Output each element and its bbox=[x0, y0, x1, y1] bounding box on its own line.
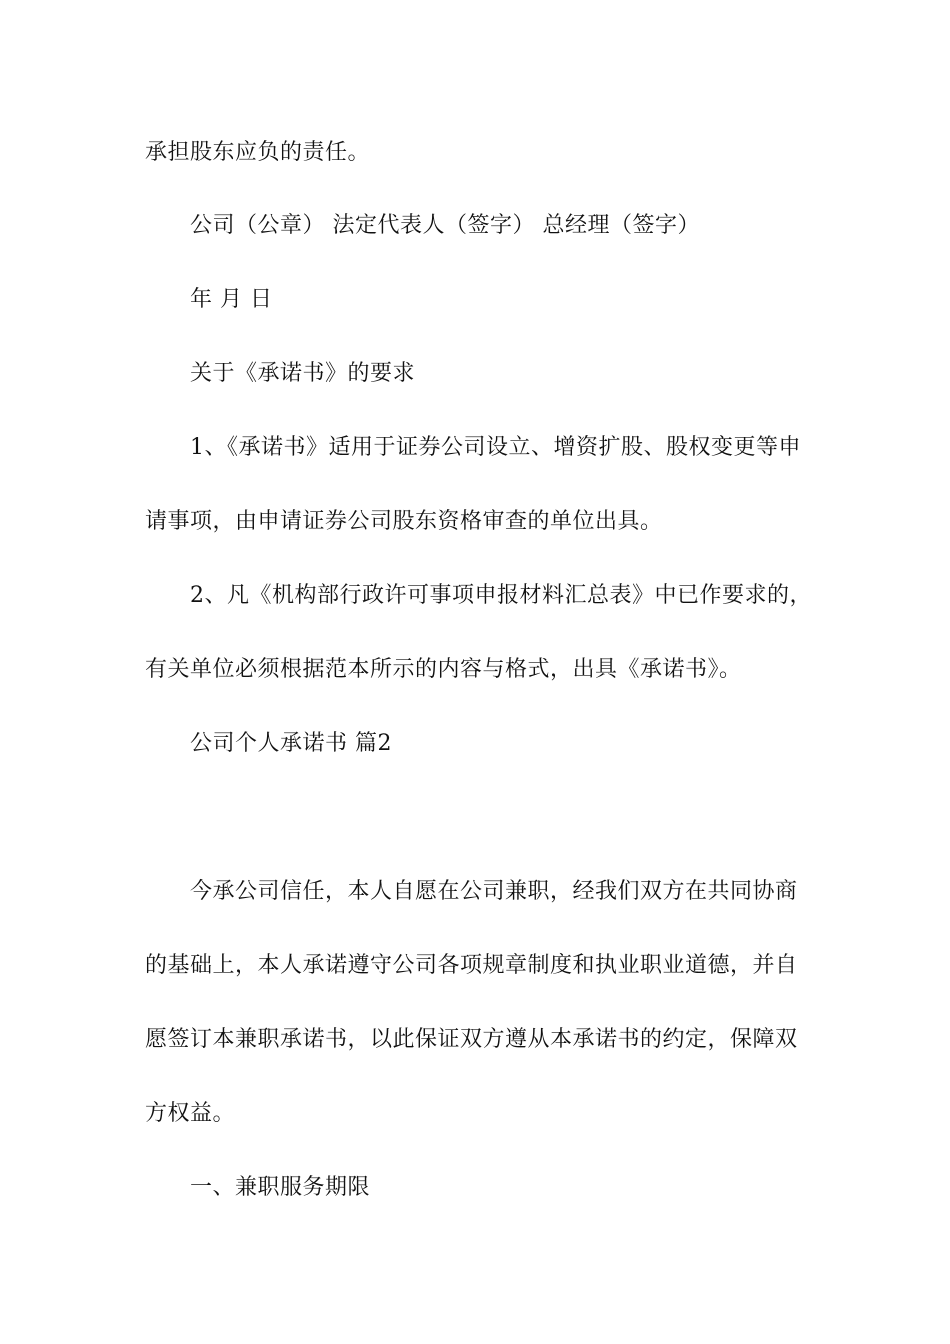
paragraph-line: 方权益。 bbox=[145, 1101, 236, 1126]
paragraph-line: 1、《承诺书》适用于证券公司设立、增资扩股、股权变更等申 bbox=[190, 435, 801, 460]
paragraph-line: 有关单位必须根据范本所示的内容与格式，出具《承诺书》。 bbox=[145, 657, 742, 682]
paragraph-line: 愿签订本兼职承诺书，以此保证双方遵从本承诺书的约定，保障双 bbox=[145, 1027, 798, 1052]
paragraph-line: 今承公司信任，本人自愿在公司兼职，经我们双方在共同协商 bbox=[190, 879, 798, 904]
date-line: 年 月 日 bbox=[190, 287, 273, 312]
section-heading: 一、兼职服务期限 bbox=[190, 1175, 371, 1200]
paragraph-line: 2、凡《机构部行政许可事项申报材料汇总表》中已作要求的， bbox=[190, 583, 812, 608]
paragraph-line: 承担股东应负的责任。 bbox=[145, 140, 371, 165]
paragraph-line: 的基础上，本人承诺遵守公司各项规章制度和执业职业道德，并自 bbox=[145, 953, 798, 978]
paragraph-line: 请事项，由申请证券公司股东资格审查的单位出具。 bbox=[145, 509, 663, 534]
section-heading: 关于《承诺书》的要求 bbox=[190, 361, 416, 386]
signature-line: 公司（公章） 法定代表人（签字） 总经理（签字） bbox=[190, 213, 700, 238]
section-title: 公司个人承诺书 篇2 bbox=[190, 731, 392, 756]
